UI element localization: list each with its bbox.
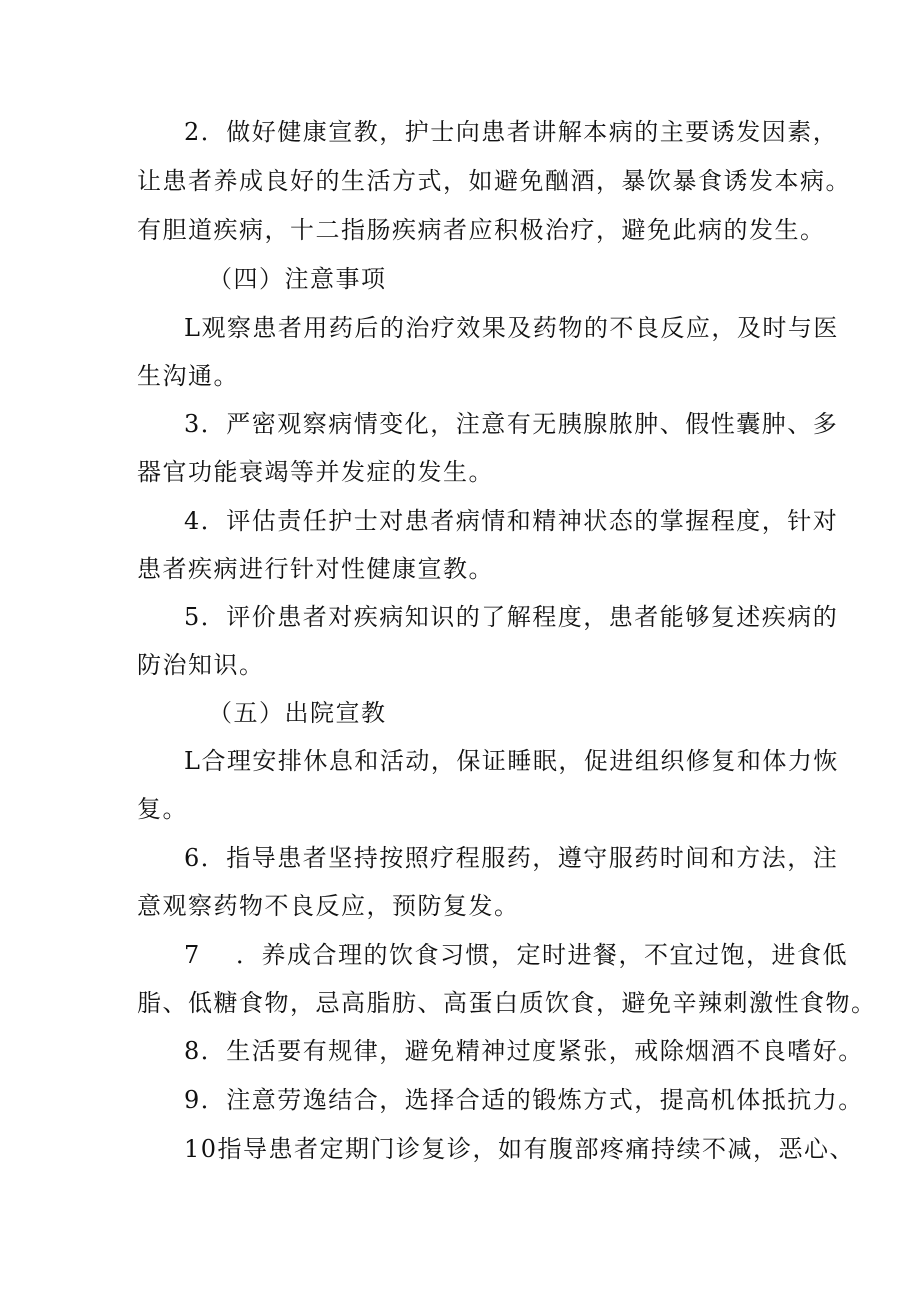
- item-10-line-1: 10指导患者定期门诊复诊，如有腹部疼痛持续不减，恶心、: [184, 1135, 856, 1163]
- item-4-line-1: 4．评估责任护士对患者病情和精神状态的掌握程度，针对: [184, 507, 839, 535]
- item-5-line-1: 5．评价患者对疾病知识的了解程度，患者能够复述疾病的: [184, 603, 839, 631]
- section-heading-4: （四）注意事项: [208, 265, 387, 293]
- item-6-line-2: 意观察药物不良反应，预防复发。: [137, 892, 520, 920]
- item-l2-line-1: L合理安排休息和活动，保证睡眠，促进组织修复和体力恢: [184, 747, 839, 775]
- item-7-text: ．养成合理的饮食习惯，定时进餐，不宜过饱，进食低: [236, 941, 848, 969]
- item-l1-line-2: 生沟通。: [137, 362, 239, 390]
- paragraph-2-line-1: 2．做好健康宣教，护士向患者讲解本病的主要诱发因素，: [184, 118, 839, 146]
- item-7-line-2: 脂、低糖食物，忌高脂肪、高蛋白质饮食，避免辛辣刺激性食物。: [137, 989, 877, 1017]
- item-4-line-2: 患者疾病进行针对性健康宣教。: [137, 555, 494, 583]
- section-heading-5: （五）出院宣教: [208, 699, 387, 727]
- item-3-line-2: 器官功能衰竭等并发症的发生。: [137, 458, 494, 486]
- item-6-line-1: 6．指导患者坚持按照疗程服药，遵守服药时间和方法，注: [184, 844, 839, 872]
- item-3-line-1: 3．严密观察病情变化，注意有无胰腺脓肿、假性囊肿、多: [184, 410, 839, 438]
- item-7-line-1: [184, 940, 848, 970]
- item-l2-line-2: 复。: [137, 795, 188, 823]
- paragraph-2-line-2: 让患者养成良好的生活方式，如避免酗酒，暴饮暴食诱发本病。: [137, 167, 851, 195]
- item-5-line-2: 防治知识。: [137, 651, 265, 679]
- item-9-line-1: 9．注意劳逸结合，选择合适的锻炼方式，提高机体抵抗力。: [184, 1086, 864, 1114]
- item-l1-line-1: L观察患者用药后的治疗效果及药物的不良反应，及时与医: [184, 314, 839, 342]
- item-7-number: 7: [184, 941, 201, 969]
- item-8-line-1: 8．生活要有规律，避免精神过度紧张，戒除烟酒不良嗜好。: [184, 1037, 864, 1065]
- paragraph-2-line-3: 有胆道疾病，十二指肠疾病者应积极治疗，避免此病的发生。: [137, 216, 826, 244]
